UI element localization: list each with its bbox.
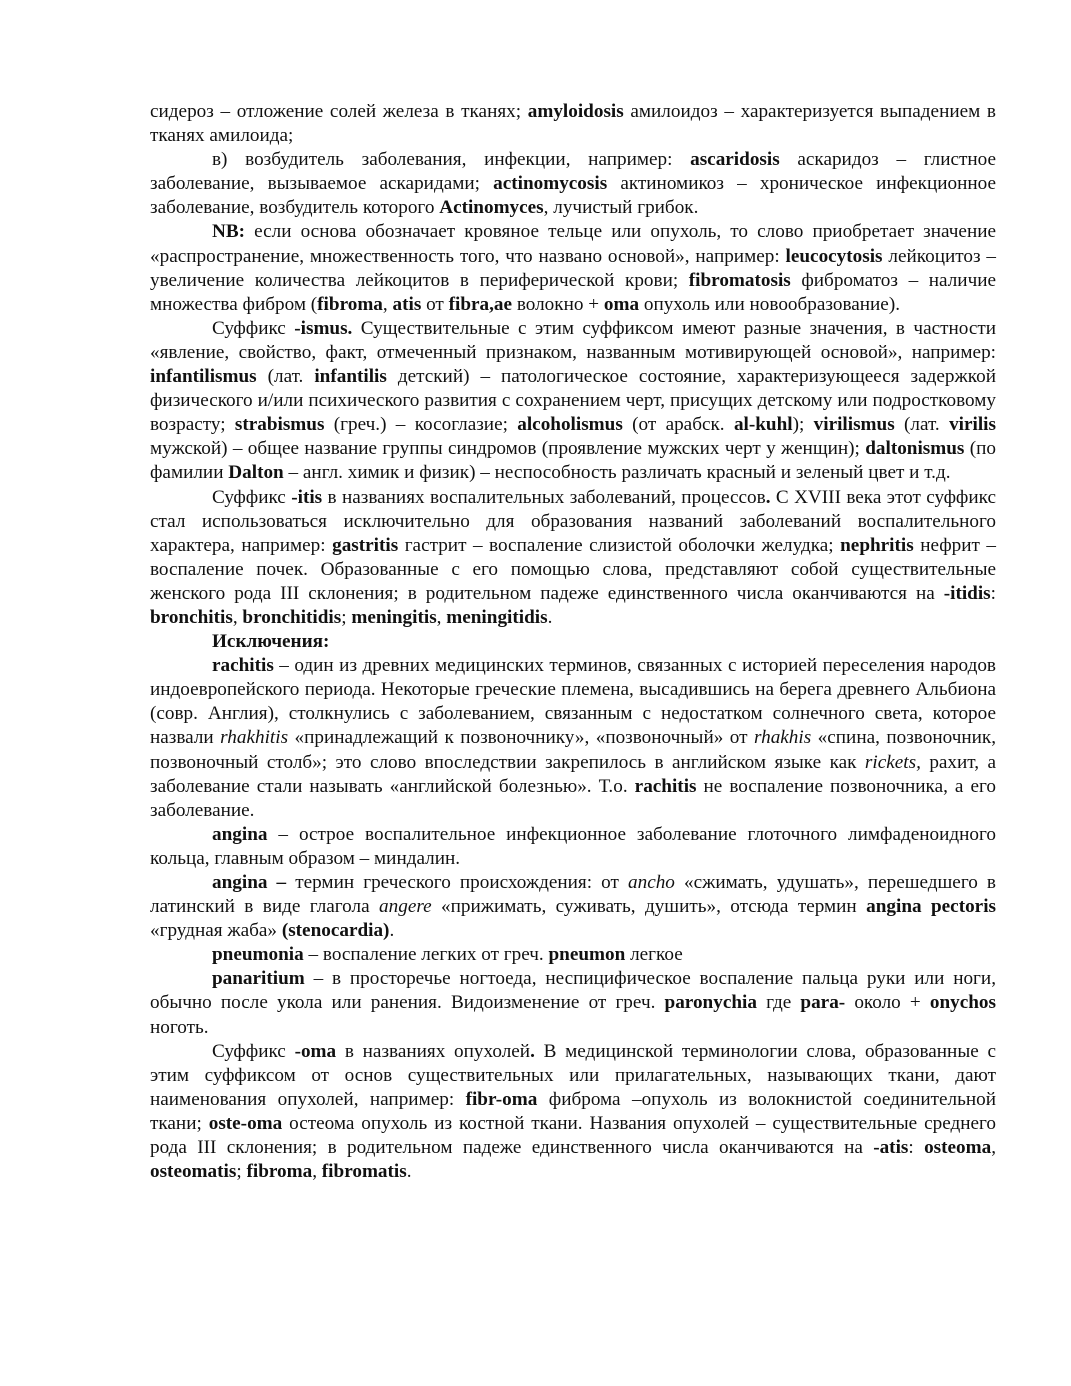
text-run: . [406, 1161, 412, 1183]
text-run: амилоидоз – характеризуется выпадением в тканях амилоида; [150, 101, 996, 147]
suffix-oma: -oma [294, 1040, 337, 1062]
text-run: (греч.) – косоглазие; [324, 414, 518, 436]
text-run: Суффикс [212, 1040, 295, 1062]
term-virilis: virilis [949, 414, 996, 436]
text-run: актиномикоз – хроническое инфекционное заболевание, возбудитель которого [150, 173, 996, 219]
text-run: «принадлежащий к позвоночнику», «позвоночный» от [288, 727, 754, 749]
term-oma: oma [603, 293, 640, 315]
exceptions-label: Исключения: [212, 631, 330, 653]
term-pneumonia: pneumonia [212, 944, 304, 966]
paragraph-suffix-ismus [150, 317, 996, 486]
text-run: ); [792, 414, 814, 436]
document-page [150, 100, 996, 1184]
text-run: (по фамилии [150, 438, 996, 484]
term-rhakhis: rhakhis [753, 727, 812, 749]
text-run: – воспаление легких от греч. [303, 944, 549, 966]
term-infantilis: infantilis [314, 366, 387, 388]
text-run: волокно + [512, 293, 604, 315]
text-run: в названиях воспалительных заболеваний, процессов [322, 486, 766, 508]
term-gastritis: gastritis [332, 534, 399, 556]
text-run: : [908, 1137, 925, 1159]
text-run: нефрит – воспаление почек. Образованные с его помощью слова, представляют собой существительные женского рода III склонения; в родительном падеже единственного числа оканчиваются на [150, 534, 996, 604]
text-run: фиброматоз – наличие множества фибром ( [150, 269, 996, 315]
suffix-itidis: -itidis [943, 582, 991, 604]
term-ancho: ancho [628, 872, 675, 893]
term-fibromatis: fibromatis [321, 1161, 407, 1183]
text-run: Суффикс [212, 317, 295, 339]
text-run: . [389, 920, 395, 942]
text-run: , [436, 606, 447, 628]
term-angina: angina – [212, 872, 287, 893]
paragraph-pneumonia [150, 943, 996, 967]
term-al-kuhl: al-kuhl [733, 414, 793, 436]
paragraph-suffix-oma [150, 1040, 996, 1185]
term-angina: angina [212, 823, 268, 845]
term-bronchitidis: bronchitidis [242, 606, 342, 628]
text-run: . [547, 606, 553, 628]
text-run: ; [341, 606, 352, 628]
term-dalton: Dalton [228, 462, 284, 484]
text-run: «прижимать, суживать, душить», отсюда термин [431, 896, 867, 918]
heading-exceptions [150, 630, 996, 654]
term-daltonismus: daltonismus [865, 438, 965, 460]
text-run: аскаридоз – глистное заболевание, вызываемое аскаридами; [150, 149, 996, 195]
text-run: от [421, 293, 449, 315]
term-bronchitis: bronchitis [150, 606, 233, 628]
term-nephritis: nephritis [840, 534, 914, 556]
paragraph-angina-definition [150, 823, 996, 871]
text-run: , лучистый грибок. [543, 197, 699, 219]
term-rachitis: rachitis [212, 655, 274, 677]
text-run: остеома опухоль из костной ткани. Названия опухолей – существительные среднего рода III склонения; в родительном падеже единственного числа оканчиваются на [150, 1112, 996, 1159]
term-leucocytosis: leucocytosis [785, 245, 883, 267]
term-fibroma: fibroma [246, 1161, 313, 1183]
term-meningitis: meningitis [351, 606, 437, 628]
term-meningitidis: meningitidis [446, 606, 548, 628]
term-paronychia: paronychia [664, 992, 757, 1014]
term-fibroma: fibroma [317, 293, 383, 315]
text-run: – один из древних медицинских терминов, связанных с историей переселения народов индоевропейского периода. Некоторые греческие племена, высадившись на берега древнего Альбиона (совр. Англия), столкнулись с заболеванием, связанным с недостатком солнечного света, которое назвали [150, 655, 996, 749]
text-run: С XVIII века этот суффикс стал использоваться исключительно для образования названий заболеваний воспалительного характера, например: [150, 486, 996, 556]
term-amyloidosis: amyloidosis [527, 101, 624, 122]
nb-label: NB: [212, 221, 246, 243]
term-stenocardia: (stenocardia) [281, 920, 390, 942]
text-run: (лат. [256, 366, 315, 388]
term-panaritium: panaritium [212, 968, 305, 990]
text-run: не воспаление позвоночника, а его заболевание. [150, 775, 996, 821]
term-pneumon: pneumon [548, 944, 626, 966]
paragraph-siderosis [150, 100, 996, 148]
text-run: – острое воспалительное инфекционное заболевание глоточного лимфаденоидного кольца, главным образом – миндалин. [150, 823, 996, 869]
paragraph-angina-etymology [150, 871, 996, 943]
text-run: рахит, а заболевание стали называть «английской болезнью». Т.о. [150, 751, 996, 797]
paragraph-nb [150, 220, 996, 316]
suffix-atis: -atis [873, 1137, 909, 1159]
text-run: опухоль или новообразование). [639, 293, 901, 315]
term-strabismus: strabismus [234, 414, 325, 436]
text-run: гастрит – воспаление слизистой оболочки желудка; [398, 534, 841, 556]
term-fibra-ae: fibra,ae [448, 293, 513, 315]
text-run: «сжимать, удушать», перешедшего в латинский в виде глагола [150, 872, 996, 918]
text-run: около + [845, 992, 930, 1014]
paragraph-panaritium [150, 967, 996, 1039]
term-actinomycosis: actinomycosis [493, 173, 608, 195]
term-rhakhitis: rhakhitis [220, 727, 289, 749]
term-ascaridosis: ascaridosis [690, 149, 780, 171]
term-angina-pectoris: angina pectoris [866, 896, 996, 918]
text-run: – в просторечье ногтоеда, неспицифическое воспаление пальца руки или ноги, обычно после укола или ранения. Видоизменение от греч. [150, 968, 996, 1014]
paragraph-suffix-itis [150, 486, 996, 631]
text-run: (лат. [894, 414, 950, 436]
text-run: в названиях опухолей [336, 1040, 531, 1062]
bold-period: . [530, 1040, 535, 1062]
text-run: ; [236, 1161, 247, 1183]
text-run: легкое [625, 944, 683, 966]
term-onychos: onychos [929, 992, 996, 1014]
term-para: para- [800, 992, 846, 1014]
term-fibromatosis: fibromatosis [688, 269, 791, 291]
text-run: «спина, позвоночник, позвоночный столб»; это слово впоследствии закрепилось в английском языке как [150, 727, 996, 773]
text-run: : [990, 582, 996, 604]
text-run: детский) – патологическое состояние, характеризующееся задержкой физического и/или психического развития с сохранением черт, присущих детскому или подростковому возрасту; [150, 366, 996, 436]
text-run: – англ. химик и физик) – неспособность различать красный и зеленый цвет и т.д. [283, 462, 951, 484]
paragraph-rachitis [150, 654, 996, 823]
paragraph-pathogen [150, 148, 996, 220]
term-alcoholismus: alcoholismus [517, 414, 623, 436]
text-run: В медицинской терминологии слова, образованные с этим суффиксом от основ существительных или прилагательных, называющих ткани, дают наименования опухолей, например: [150, 1040, 996, 1110]
text-run: ноготь. [150, 1016, 209, 1038]
text-run: в) возбудитель заболевания, инфекции, например: [212, 149, 691, 171]
suffix-ismus: -ismus. [294, 317, 353, 339]
text-run: Суффикс [212, 486, 292, 508]
term-atis: atis [392, 293, 422, 315]
text-run: термин греческого происхождения: от [286, 872, 628, 893]
text-run: «грудная жаба» [150, 920, 282, 942]
text-run: сидероз – отложение солей железа в тканях; [150, 101, 528, 122]
text-run: лейкоцитоз – увеличение количества лейкоцитов в периферической крови; [150, 245, 996, 291]
text-run: фиброма –опухоль из волокнистой соединительной ткани; [150, 1088, 997, 1134]
text-run: , [991, 1137, 996, 1159]
text-run: мужской) – общее название группы синдромов (проявление мужских черт у женщин); [150, 438, 866, 460]
text-run: (от арабск. [622, 414, 734, 436]
text-run: Существительные с этим суффиксом имеют разные значения, в частности «явление, свойство, факт, отмеченный признаком, названным мотивирующей основой», например: [150, 317, 996, 363]
term-oste-oma: oste-oma [208, 1112, 283, 1134]
term-rickets: rickets, [864, 751, 921, 773]
term-fibr-oma: fibr-oma [465, 1088, 538, 1110]
term-rachitis: rachitis [634, 775, 697, 797]
term-virilismus: virilismus [813, 414, 895, 436]
text-run: , [232, 606, 243, 628]
text-run: , [382, 293, 393, 315]
term-actinomyces: Actinomyces [439, 197, 544, 219]
text-run: где [756, 992, 801, 1014]
term-osteoma: osteoma [924, 1137, 992, 1159]
suffix-itis: -itis [291, 486, 323, 508]
term-infantilismus: infantilismus [150, 366, 257, 388]
text-run: если основа обозначает кровяное тельце или опухоль, то слово приобретает значение «распространение, множественность того, что названо основой», например: [150, 221, 996, 267]
bold-period: . [765, 486, 771, 508]
term-angere: angere [379, 896, 432, 918]
term-osteomatis: osteomatis [150, 1161, 237, 1183]
text-run: , [312, 1161, 322, 1183]
